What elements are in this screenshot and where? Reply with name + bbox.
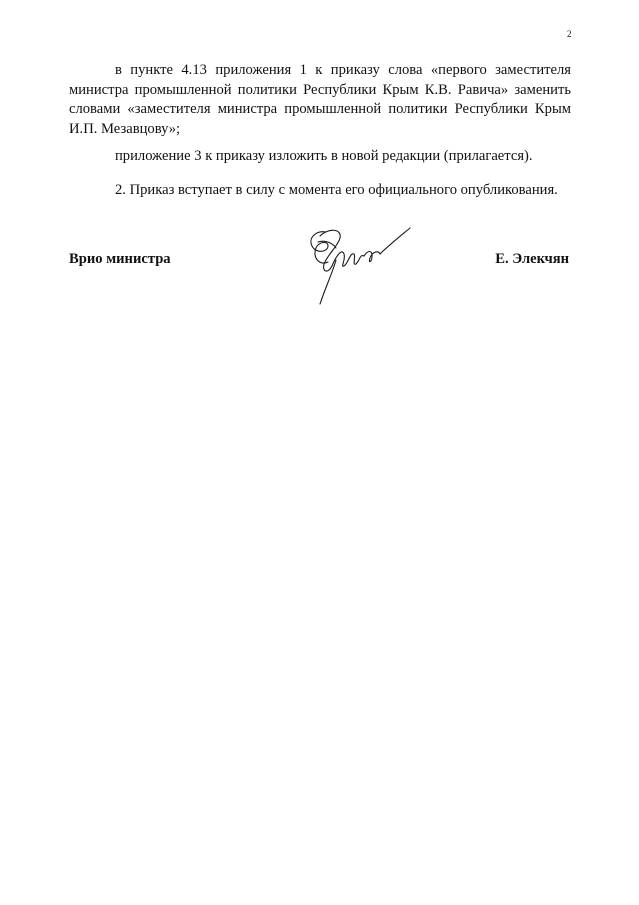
handwritten-signature <box>298 220 418 308</box>
effective-date-paragraph: 2. Приказ вступает в силу с момента его официального опубликования. <box>115 182 558 198</box>
amendment-paragraph-appendix-3: приложение 3 к приказу изложить в новой редакции (прилагается). <box>115 148 533 164</box>
signer-name: Е. Элекчян <box>495 251 569 267</box>
amendment-paragraph-4-13: в пункте 4.13 приложения 1 к приказу слова «первого заместителя министра промышленной политики Республики Крым К.В. Равича» заменить словами «заместителя министра промышленной политики Республики Крым И.П. Мезавцову»; <box>69 62 571 137</box>
signer-title: Врио министра <box>69 251 171 267</box>
page-number: 2 <box>567 29 572 39</box>
